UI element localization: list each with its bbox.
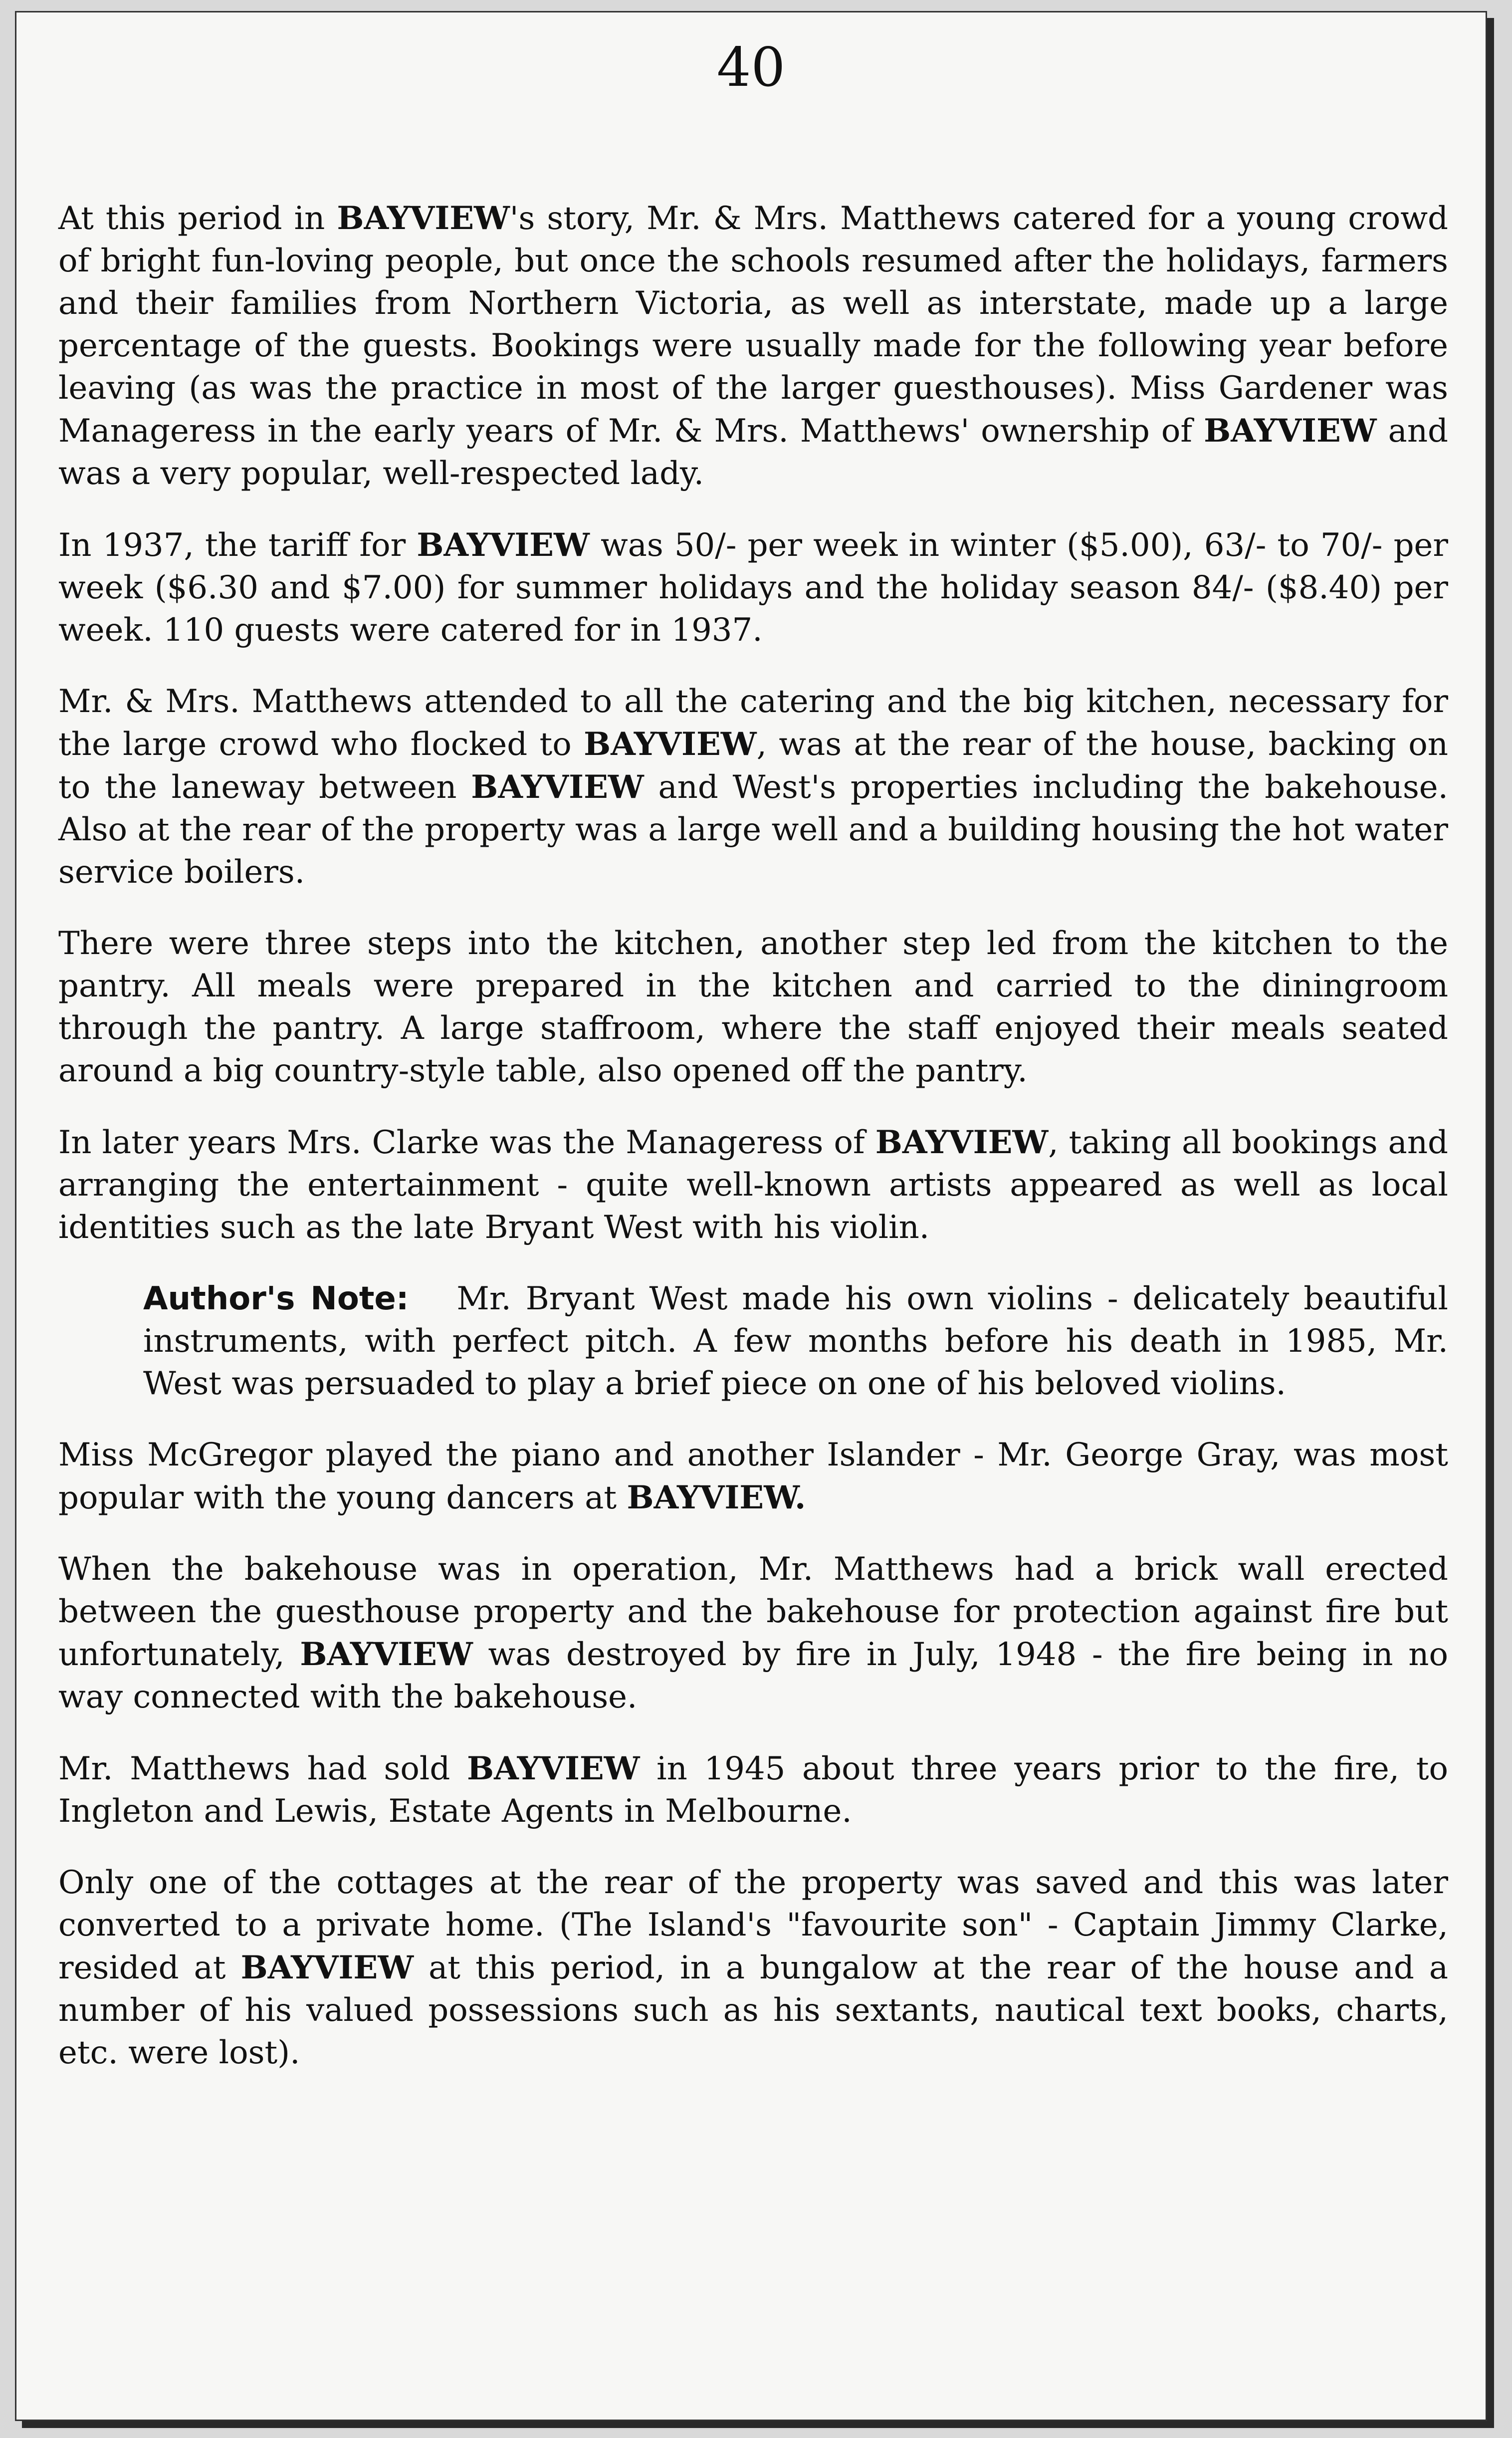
document-page [15, 11, 1487, 2421]
body-text: Miss McGregor played the piano and another Islander - Mr. George Gray, was most popular with the young dancers at [58, 1437, 1448, 1516]
emphasis-text: BAYVIEW [337, 200, 510, 237]
body-text: In 1937, the tariff for [58, 527, 417, 564]
paragraph [58, 524, 1448, 652]
body-text: Mr. Matthews had sold [58, 1750, 467, 1787]
body-text: was destroyed by fire in July, 1948 - the fire being in no way connected with the bakehouse. [58, 1636, 1448, 1715]
paragraph [58, 1747, 1448, 1833]
paragraph [58, 1862, 1448, 2074]
body-text: Mr. & Mrs. Matthews attended to all the catering and the big kitchen, necessary for the large crowd who flocked to [58, 683, 1448, 763]
paragraph [58, 1548, 1448, 1718]
body-text: and was a very popular, well-respected lady. [58, 413, 1449, 492]
paragraph [58, 1121, 1448, 1249]
body-text: There were three steps into the kitchen, another step led from the kitchen to the pantry. All meals were prepared in the kitchen and carried to the diningroom through the pantry. A large staffroom, where the staff enjoyed their meals seated around a big country-style table, also opened off the pantry. [58, 925, 1448, 1089]
note-label: Author's Note: [143, 1280, 409, 1317]
emphasis-text: BAYVIEW [240, 1949, 414, 1986]
body-text: Mr. Bryant West made his own violins - delicately beautiful instruments, with perfect pitch. A few months before his death in 1985, Mr. West was persuaded to play a brief piece on one of his beloved violins. [143, 1280, 1449, 1402]
emphasis-text: BAYVIEW [417, 526, 590, 564]
emphasis-text: BAYVIEW [1204, 412, 1377, 450]
emphasis-text: BAYVIEW. [627, 1479, 806, 1516]
body-text: at this period, in a bungalow at the rear of the house and a number of his valued possessions such as his sextants, nautical text books, charts, etc. were lost). [58, 1950, 1448, 2071]
body-text: At this period in [58, 200, 337, 237]
body-text: When the bakehouse was in operation, Mr. Matthews had a brick wall erected between the guesthouse property and the bakehouse for protection against fire but unfortunately, [58, 1551, 1448, 1673]
body-text: was 50/- per week in winter ($5.00), 63/- to 70/- per week ($6.30 and $7.00) for summer holidays and the holiday season 84/- ($8.40) per week. 110 guests were catered for in 1937. [58, 527, 1449, 649]
authors-note [58, 1278, 1448, 1405]
emphasis-text: BAYVIEW [467, 1750, 640, 1787]
body-text: , taking all bookings and arranging the entertainment - quite well-known artists appeared as well as local identities such as the late Bryant West with his violin. [58, 1124, 1449, 1246]
emphasis-text: BAYVIEW [875, 1124, 1049, 1161]
body-text: , was at the rear of the house, backing on to the laneway between [58, 726, 1449, 806]
paragraph [58, 197, 1448, 495]
page-body [58, 197, 1448, 2103]
page-number: 40 [716, 36, 786, 99]
emphasis-text: BAYVIEW [300, 1636, 473, 1673]
paragraph [58, 923, 1448, 1092]
paragraph [58, 1434, 1448, 1519]
body-text: and West's properties including the bakehouse. Also at the rear of the property was a large well and a building housing the hot water service boilers. [58, 769, 1449, 891]
emphasis-text: BAYVIEW [471, 768, 644, 806]
paragraph [58, 681, 1448, 894]
body-text: In later years Mrs. Clarke was the Manageress of [58, 1124, 875, 1161]
body-text: in 1945 about three years prior to the fire, to Ingleton and Lewis, Estate Agents in Melbourne. [58, 1750, 1449, 1830]
body-text: Only one of the cottages at the rear of the property was saved and this was later converted to a private home. (The Island's "favourite son" - Captain Jimmy Clarke, resided at [58, 1864, 1448, 1986]
body-text: 's story, Mr. & Mrs. Matthews catered for a young crowd of bright fun-loving people, but once the schools resumed after the holidays, farmers and their families from Northern Victoria, as well as interstate, made up a large percentage of the guests. Bookings were usually made for the following year before leaving (as was the practice in most of the larger guesthouses). Miss Gardener was Manageress in the early years of Mr. & Mrs. Matthews' ownership of [58, 200, 1449, 450]
emphasis-text: BAYVIEW [584, 726, 757, 763]
